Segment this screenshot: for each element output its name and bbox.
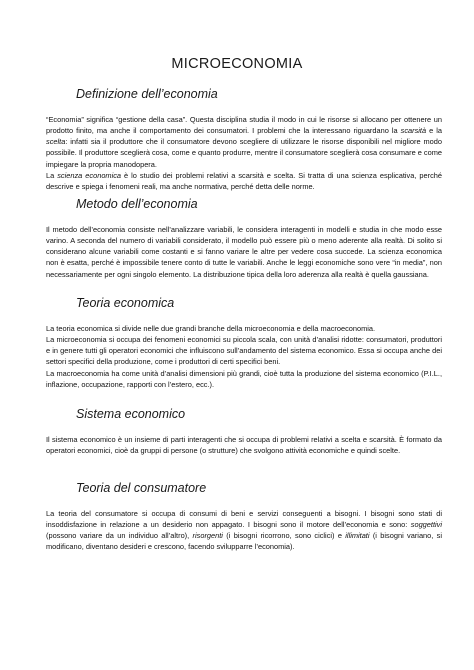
text-run: e la [426,126,442,136]
section-definizione [46,87,442,192]
text-run: La teoria economica si divide nelle due grandi branche della microeconomia e della macroeconomia. [46,324,376,333]
section-heading: Metodo dell’economia [76,197,198,211]
document-title: MICROECONOMIA [171,56,303,72]
paragraph [46,434,442,456]
section-body [46,508,442,553]
text-run: è lo studio dei problemi relativi a scarsità e scelta. Si tratta di una scienza esplicativa, perché descrive e spiega i fenomeni reali, ma anche normativa, perché detta delle norme. [46,170,443,191]
text-run: : infatti sia il produttore che il consumatore devono scegliere di utilizzare le risorse disponibili nel migliore modo possibile. Il produttore sceglierà cosa, come e quanto produrre, mentre il consumatore sceglierà cosa consumare e come impiegare la propria manodopera. [46,137,443,169]
text-run: (i bisogni variano, si modificano, diventano desideri e crescono, facendo svilupparre l’economia). [46,531,443,552]
text-run: La teoria del consumatore si occupa di consumi di beni e servizi conseguenti a bisogni. I bisogni sono stati di insoddisfazione in relazione a un desiderio non appagato. I bisogni sono il motore dell’economia e sono: [46,509,442,530]
text-run: (i bisogni ricorrono, sono ciclici) e [222,531,346,541]
paragraph [46,368,442,390]
section-metodo [46,197,442,280]
text-run: Il sistema economico è un insieme di parti interagenti che si occupa di problemi relativi a scelta e scarsità. È formato da operatori economici, cioè da gruppi di persone (o strutture) che svolgono attività economiche e quindi scelte. [46,435,442,456]
paragraph [46,224,442,280]
section-heading: Teoria del consumatore [76,481,207,495]
section-sistema-economico [46,407,442,456]
emphasized-term: illimitati [345,531,370,541]
section-heading: Sistema economico [76,407,186,421]
section-body [46,224,442,280]
text-run: Il metodo dell’economia consiste nell’analizzare variabili, le considera interagenti in modelli e studia in che modo esse varino. A seconda del numero di variabili considerato, il modello può essere più o meno aderente alla realtà. Di solito si considerano alcune variabili come costanti e si fanno variare le altre per vedere cosa succede. La scienza economica non è esatta, perché è impossibile tenere conto di tutte le variabili. Anche le leggi economiche sono vere “in media”, non necessariamente per ogni singolo elemento. La distribuzione tipica della loro aderenza alla realtà è quella gaussiana. [46,225,442,279]
section-heading: Definizione dell’economia [76,87,218,101]
text-run: La macroeconomia ha come unità d’analisi dimensioni più grandi, cioè tutta la produzione del sistema economico (P.I.L., inflazione, occupazione, rapporti con l’estero, ecc.). [46,368,442,389]
section-heading: Teoria economica [76,296,175,310]
emphasized-term: scarsità [400,126,427,136]
section-teoria-consumatore [46,481,442,553]
section-body [46,434,442,456]
emphasized-term: soggettivi [410,520,442,530]
text-run: La microeconomia si occupa dei fenomeni economici su piccola scala, con unità d’analisi ridotte: consumatori, produttori e in genere tutti gli operatori economici che influiscono sull’andamento del sistema economico. Essa si occupa anche dei settori specifici della produzione, come i produttori di certi specifici beni. [46,335,442,367]
paragraph [46,170,442,192]
emphasized-term: scelta [46,137,66,147]
paragraph [46,114,442,170]
paragraph [46,323,442,334]
section-body [46,114,442,192]
paragraph [46,508,442,553]
paragraph [46,334,442,367]
emphasized-term: risorgenti [192,531,223,541]
section-teoria-economica [46,296,442,390]
text-run: (possono variare da un individuo all’altro), [46,531,193,541]
emphasized-term: scienza economica [57,170,122,180]
text-run: La [46,170,58,180]
section-body [46,323,442,390]
text-run: “Economia” significa “gestione della casa”. Questa disciplina studia il modo in cui le risorse si allocano per ottenere un prodotto finito, ma anche il comportamento dei consumatori. I problemi che la interessano riguardano la [46,115,442,136]
